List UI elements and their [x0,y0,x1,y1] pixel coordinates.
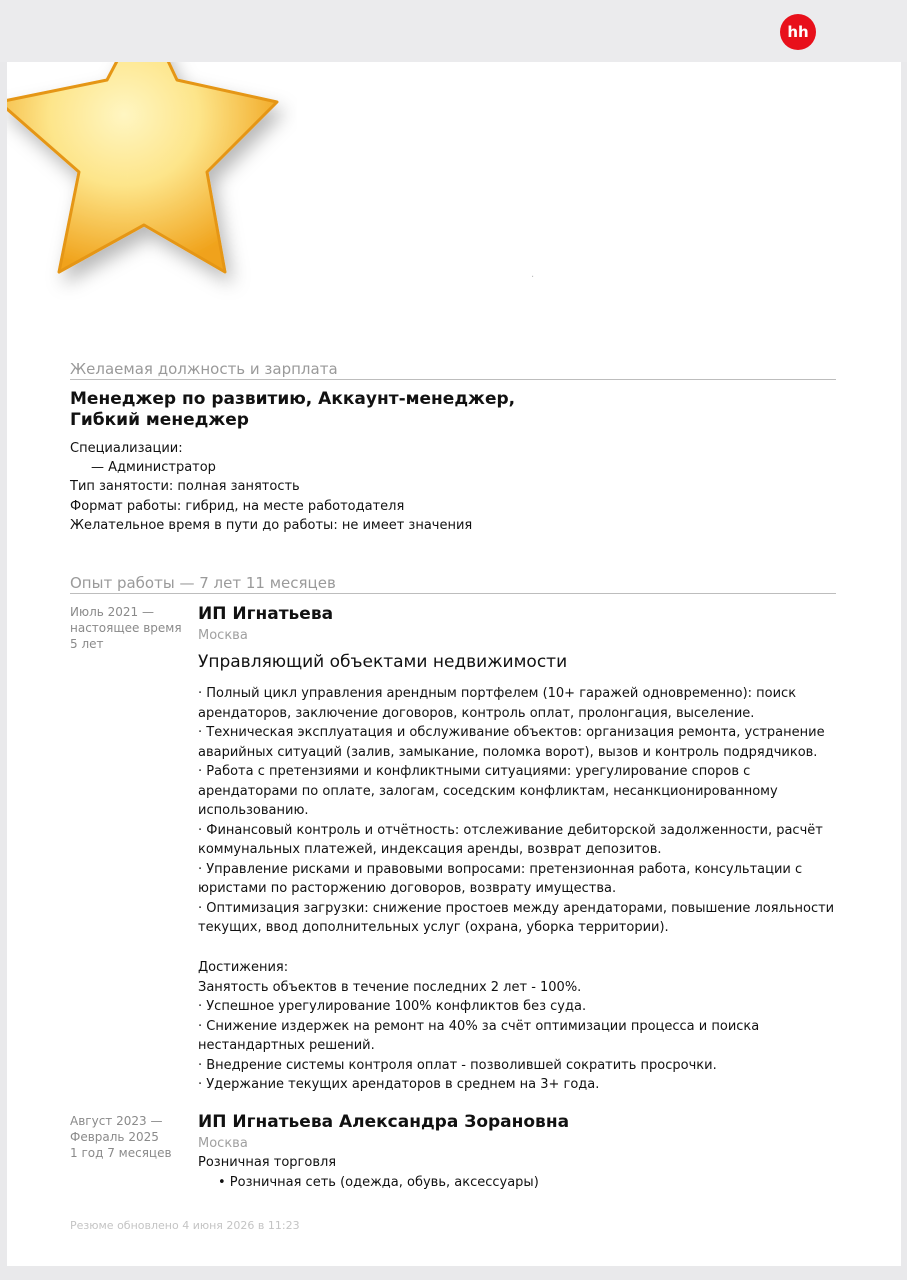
job-2-period: Август 2023 — Февраль 2025 1 год 7 месяцев [70,1114,172,1160]
job-1-period: Июль 2021 — настоящее время 5 лет [70,605,182,651]
job-1-achievements [198,958,848,1095]
desired-section-title: Желаемая должность и зарплата [70,360,836,380]
list-item: Занятость объектов в течение последних 2 лет - 100%. [198,979,582,995]
job-1-duties [198,684,848,938]
job-1-company: ИП Игнатьева [198,604,334,624]
job-2-company: ИП Игнатьева Александра Зорановна [198,1112,570,1132]
hh-logo[interactable]: hh [780,14,816,50]
top-bar [0,0,907,62]
list-item: · Работа с претензиями и конфликтными ситуациями: урегулирование споров с арендаторами по оплате, залогам, соседским конфликтам, несанкционированному использованию. [198,764,778,818]
job-1-role: Управляющий объектами недвижимости [198,652,568,672]
desired-position: Менеджер по развитию, Аккаунт-менеджер, Гибкий менеджер [70,389,516,430]
commute-time: Желательное время в пути до работы: не имеет значения [70,518,473,533]
faint-mark: · [531,272,535,283]
specialization-item: — Администратор [91,460,216,475]
employment-type: Тип занятости: полная занятость [70,479,300,494]
list-item: · Управление рисками и правовыми вопросами: претензионная работа, консультации с юристами по расторжению договоров, возврату имущества. [198,861,803,896]
list-item: · Оптимизация загрузки: снижение простоев между арендаторами, повышение лояльности текущих, ввод дополнительных услуг (охрана, уборка территории). [198,900,835,935]
job-2-city: Москва [198,1136,248,1151]
list-item: · Финансовый контроль и отчётность: отслеживание дебиторской задолженности, расчёт коммунальных платежей, индексация аренды, возврат депозитов. [198,822,823,857]
list-item: · Успешное урегулирование 100% конфликтов без суда. [198,999,587,1014]
star-icon [7,62,297,362]
list-item: · Внедрение системы контроля оплат - позволившей сократить просрочки. [198,1057,717,1073]
job-2-industry: Розничная торговля [198,1155,337,1170]
work-format: Формат работы: гибрид, на месте работодателя [70,499,405,514]
list-item: · Техническая эксплуатация и обслуживание объектов: организация ремонта, устранение аварийных ситуаций (залив, замыкание, поломка ворот), вызов и контроль подрядчиков. [198,725,825,760]
job-1-city: Москва [198,628,248,643]
resume-page [7,62,901,1266]
list-item: · Снижение издержек на ремонт на 40% за счёт оптимизации процесса и поиска нестандартных решений. [198,1018,760,1053]
resume-updated: Резюме обновлено 4 июня 2026 в 11:23 [70,1219,300,1232]
achievements-label: Достижения: [198,960,289,975]
experience-section-title: Опыт работы — 7 лет 11 месяцев [70,574,836,594]
job-2-industry-item: • Розничная сеть (одежда, обувь, аксессуары) [218,1175,539,1190]
list-item: · Удержание текущих арендаторов в среднем на 3+ года. [198,1077,600,1092]
list-item: · Полный цикл управления арендным портфелем (10+ гаражей одновременно): поиск арендаторов, заключение договоров, контроль оплат, пролонгация, выселение. [198,686,797,721]
specializations-label: Специализации: [70,441,183,456]
